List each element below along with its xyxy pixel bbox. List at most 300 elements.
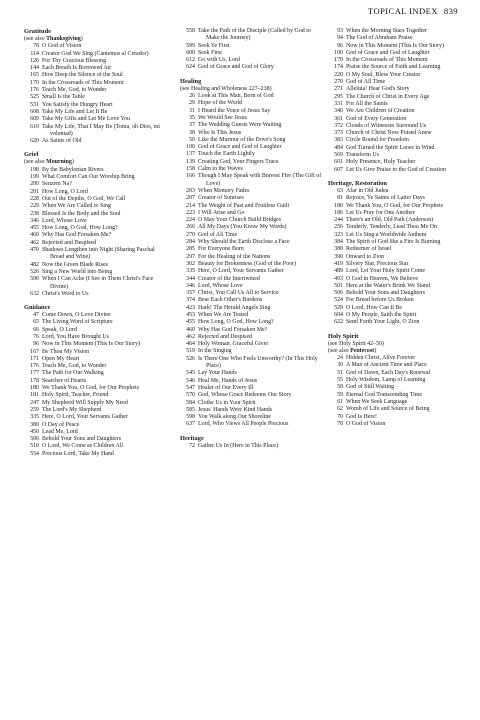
hymn-title: God of Grace and God of Glory [198, 64, 274, 71]
hymn-title: O God of Vision [42, 43, 82, 50]
hymn-number: 346 [30, 217, 39, 224]
hymn-number: 570 [186, 392, 195, 399]
hymn-number: 29 [189, 100, 195, 107]
hymn-number: 170 [334, 57, 343, 64]
hymn-title: My Shepherd Will Supply My Need [42, 399, 128, 406]
see-also-note [328, 341, 470, 348]
hymn-number: 174 [334, 64, 343, 71]
index-entry [180, 312, 322, 319]
hymn-title: Praise the Source of Faith and Learning [346, 64, 441, 71]
hymn-title: In the Singing [198, 348, 232, 355]
hymn-number: 423 [186, 304, 195, 311]
hymn-title: Lord, Whose Love [42, 217, 87, 224]
hymn-number: 66 [33, 326, 39, 333]
hymn-title: Here at the Water's Brink We Stand [346, 282, 430, 289]
note-text: ) [71, 159, 74, 166]
index-entry [328, 159, 470, 166]
hymn-title: Redeemer of Israel [346, 246, 392, 253]
hymn-title: Christ's Word to Us [42, 290, 89, 297]
hymn-number: 78 [337, 420, 343, 427]
hymn-title: God of Still Waiting [346, 384, 395, 391]
hymn-number: 59 [337, 391, 343, 398]
hymn-number: 37 [189, 122, 195, 129]
index-entry [180, 385, 322, 392]
hymn-number: 455 [186, 319, 195, 326]
hymn-title: Holy Woman, Graceful Giver [198, 341, 269, 348]
hymn-number: 526 [186, 355, 195, 362]
hymn-title: Come Down, O Love Divine [42, 312, 111, 319]
index-entry [24, 443, 166, 450]
hymn-title: The Living Word of Scripture [42, 319, 113, 326]
hymn-title: Shadows Lengthen into Night (Sharing Paschal Bread and Wine) [42, 247, 155, 261]
hymn-number: 335 [186, 268, 195, 275]
index-entry [328, 276, 470, 283]
index-entry [24, 138, 166, 145]
hymn-title: Send Forth Your Light, O Zion [346, 319, 420, 326]
hymn-number: 181 [30, 392, 39, 399]
hymn-title: You Walk along Our Shoreline [198, 414, 272, 421]
hymn-number: 390 [334, 253, 343, 260]
hymn-number: 489 [334, 268, 343, 275]
hymn-title: Lay Your Hands [198, 370, 237, 377]
index-entry [24, 181, 166, 188]
note-text: (see Holy Spirit 42–50) [328, 340, 384, 347]
hymn-title: How Deep the Silence of the Soul [42, 72, 123, 79]
index-entry [328, 79, 470, 86]
hymn-title: Hope of the World [198, 100, 243, 107]
hymn-title: The Spirit of God like a Fire Is Burning [346, 239, 441, 246]
hymn-title: How Long, O God, How Long? [198, 319, 274, 326]
hymn-title: Afar in Old Judea [346, 187, 389, 194]
index-entry [180, 28, 322, 43]
hymn-title: God of Dawn, Each Day's Renewal [346, 369, 431, 376]
index-entry [24, 356, 166, 363]
hymn-number: 201 [30, 188, 39, 195]
hymn-number: 31 [189, 107, 195, 114]
note-text: ) [80, 36, 83, 42]
hymn-title: When Memory Fades [198, 187, 250, 194]
hymn-title: In the Crossroads of This Moment [42, 79, 124, 86]
index-entry [24, 174, 166, 181]
index-column-3 [328, 28, 470, 428]
hymn-number: 50 [189, 136, 195, 143]
hymn-title: Here, O Lord, Your Servants Gather [42, 414, 128, 421]
hymn-title: When the Morning Stars Together [346, 28, 427, 34]
hymn-number: 510 [30, 443, 39, 450]
hymn-title: Take the Path of the Disciple (Called by God to Make the Journey) [198, 28, 311, 42]
index-entry [24, 400, 166, 407]
index-entry [180, 254, 322, 261]
index-entry [24, 80, 166, 87]
note-text: ) [374, 347, 377, 354]
hymn-title: Open My Heart [42, 355, 80, 362]
hymn-number: 228 [30, 195, 39, 202]
hymn-title: All My Days (You Know My Words) [198, 224, 287, 231]
hymn-number: 346 [186, 282, 195, 289]
hymn-title: Onward to Zion [346, 253, 384, 260]
hymn-number: 372 [334, 122, 343, 129]
hymn-number: 383 [334, 137, 343, 144]
hymn-title: For All the Saints [346, 100, 388, 107]
hymn-number: 526 [30, 268, 39, 275]
hymn-number: 126 [30, 57, 39, 64]
hymn-number: 114 [30, 50, 39, 57]
hymn-title: Why Should the Earth Disclose a Face [198, 239, 290, 246]
index-entry [24, 43, 166, 50]
hymn-title: Clothe Us in Your Spirit [198, 399, 256, 406]
index-entry [328, 362, 470, 369]
index-entry [24, 196, 166, 203]
index-entry [180, 232, 322, 239]
index-entry [180, 50, 322, 57]
index-entry [180, 268, 322, 275]
hymn-number: 525 [30, 94, 39, 101]
hymn-number: 569 [334, 152, 343, 159]
index-entry [180, 261, 322, 268]
index-column-1 [24, 28, 166, 458]
hymn-title: O Day of Peace [42, 421, 80, 428]
hymn-title: Rejected and Despised [198, 333, 253, 340]
hymn-number: 373 [334, 130, 343, 137]
hymn-number: 585 [186, 406, 195, 413]
hymn-number: 380 [30, 421, 39, 428]
index-entry [180, 319, 322, 326]
note-text: (see also [24, 36, 47, 42]
hymn-title: Creator of Sunrises [198, 195, 244, 202]
index-entry [328, 421, 470, 428]
index-entry [328, 145, 470, 152]
hymn-title: God of Every Generation [346, 115, 407, 122]
hymn-number: 607 [334, 166, 343, 173]
hymn-number: 608 [30, 108, 39, 115]
hymn-title: Seek Ye First [198, 42, 230, 49]
index-entry [180, 246, 322, 253]
index-section [24, 28, 166, 145]
hymn-number: 214 [186, 202, 195, 209]
hymn-title: Speak, O Lord [42, 326, 77, 333]
index-entry [180, 122, 322, 129]
hymn-number: 601 [334, 159, 343, 166]
hymn-title: The Weight of Past and Fruitless Guilt [198, 202, 290, 209]
index-entry [180, 108, 322, 115]
hymn-number: 76 [33, 333, 39, 340]
index-entry [180, 210, 322, 217]
hymn-number: 554 [30, 450, 39, 457]
hymn-title: God of All Time [346, 79, 386, 86]
index-entry [328, 116, 470, 123]
index-entry [328, 406, 470, 413]
hymn-title: Calm to the Waves [198, 166, 243, 173]
hymn-number: 62 [337, 406, 343, 413]
hymn-title: A Man of Ancient Time and Place [346, 362, 427, 369]
hymn-number: 139 [186, 158, 195, 165]
hymn-number: 229 [30, 203, 39, 210]
hymn-title: What Comfort Can Our Worship Bring [42, 174, 135, 181]
hymn-title: Jesus' Hands Were Kind Hands [198, 406, 273, 413]
hymn-number: 176 [30, 363, 39, 370]
hymn-title: Lord, Who Views All People Precious [198, 421, 289, 428]
index-entry [180, 100, 322, 107]
hymn-title: God, Whose Grace Redeems Our Story [198, 392, 292, 399]
hymn-title: When We Are Called to Sing [42, 203, 111, 210]
section-title: Heritage, Restoration [328, 179, 387, 187]
hymn-title: Precious Lord, Take My Hand [42, 450, 114, 457]
hymn-number: 38 [189, 129, 195, 136]
hymn-number: 186 [334, 209, 343, 216]
hymn-number: 519 [186, 348, 195, 355]
hymn-number: 63 [337, 187, 343, 194]
hymn-number: 65 [33, 319, 39, 326]
hymn-number: 484 [334, 144, 343, 151]
hymn-number: 460 [30, 232, 39, 239]
hymn-title: Searcher of Hearts [42, 377, 87, 384]
hymn-number: 51 [337, 369, 343, 376]
hymn-number: 637 [186, 421, 195, 428]
hymn-number: 506 [334, 290, 343, 297]
hymn-number: 323 [334, 231, 343, 238]
hymn-title: Senzeni Na? [42, 181, 72, 188]
index-entry [24, 451, 166, 458]
index-entry [180, 341, 322, 348]
hymn-title: Healer of Our Every Ill [198, 384, 254, 391]
index-entry [328, 217, 470, 224]
index-entry [328, 414, 470, 421]
hymn-number: 460 [186, 326, 195, 333]
hymn-number: 26 [189, 93, 195, 100]
hymn-number: 166 [186, 173, 195, 180]
hymn-number: 609 [30, 116, 39, 123]
hymn-number: 501 [334, 282, 343, 289]
hymn-number: 259 [30, 406, 39, 413]
hymn-title: Though I May Speak with Bravest Fire (The Gift of Love) [198, 173, 322, 187]
hymn-number: 531 [30, 101, 39, 108]
index-section [180, 28, 322, 72]
hymn-number: 158 [186, 166, 195, 173]
index-entry [180, 400, 322, 407]
index-entry [328, 370, 470, 377]
hymn-number: 450 [30, 428, 39, 435]
hymn-title: How Long, O Lord [42, 188, 88, 195]
hymn-number: 81 [337, 195, 343, 202]
hymn-number: 198 [30, 166, 39, 173]
index-entry [180, 224, 322, 231]
index-entry [24, 167, 166, 174]
hymn-title: O Lord, We Come as Children All [42, 443, 124, 450]
note-text: (see also [328, 347, 351, 354]
hymn-number: 284 [186, 239, 195, 246]
note-text: (see Healing and Wholeness 227–238) [180, 85, 272, 92]
index-entry [180, 407, 322, 414]
index-entry [180, 173, 322, 188]
index-entry [180, 115, 322, 122]
hymn-number: 238 [30, 210, 39, 217]
hymn-title: The Church of Christ in Every Age [346, 93, 430, 100]
hymn-title: As Saints of Old [42, 138, 82, 145]
hymn-title: Silvery Star, Precious Star [346, 260, 409, 267]
index-entry [24, 276, 166, 291]
index-entry [328, 203, 470, 210]
index-entry [24, 349, 166, 356]
hymn-title: God of Grace and God of Laughter [198, 144, 282, 151]
hymn-title: By the Babylonian Rivers [42, 166, 104, 173]
index-section [328, 180, 470, 327]
hymn-title: God of Grace and God of Laughter [346, 49, 430, 56]
index-entry [328, 152, 470, 159]
hymn-number: 384 [334, 239, 343, 246]
hymn-title: I Will Arise and Go [198, 209, 245, 216]
hymn-number: 144 [30, 65, 39, 72]
index-entry [180, 159, 322, 166]
index-entry [24, 429, 166, 436]
index-entry [180, 356, 322, 371]
hymn-title: When We Are Tested [198, 311, 249, 318]
index-entry [328, 64, 470, 71]
hymn-number: 524 [334, 297, 343, 304]
hymn-title: Circle Round for Freedom [346, 137, 409, 144]
hymn-title: Behold Your Sons and Daughters [42, 436, 122, 443]
hymn-number: 620 [30, 138, 39, 145]
hymn-title: Gather Us In (Here in This Place) [198, 442, 279, 449]
see-also-note [180, 86, 322, 93]
hymn-number: 61 [337, 398, 343, 405]
hymn-number: 546 [186, 377, 195, 384]
section-title: Heritage [180, 434, 204, 442]
hymn-number: 462 [186, 333, 195, 340]
hymn-number: 357 [186, 290, 195, 297]
hymn-number: 600 [186, 49, 195, 56]
section-title: Holy Spirit [328, 332, 359, 340]
hymn-title: Lord, Let Your Holy Spirit Come [346, 268, 426, 275]
index-entry [328, 137, 470, 144]
hymn-number: 558 [186, 28, 195, 34]
index-entry [180, 203, 322, 210]
hymn-number: 295 [334, 93, 343, 100]
hymn-title: Be Thou My Vision [42, 348, 90, 355]
index-entry [24, 72, 166, 79]
index-entry [24, 189, 166, 196]
hymn-title: O My People, Saith the Spirit [346, 311, 417, 318]
hymn-title: Teach Me, God, to Wonder [42, 363, 107, 370]
hymn-number: 78 [33, 43, 39, 50]
hymn-title: Creating God, Your Fingers Trace [198, 158, 279, 165]
hymn-title: We Would See Jesus [198, 114, 247, 121]
hymn-number: 58 [337, 384, 343, 391]
hymn-title: O My Soul, Bless Your Creator [346, 71, 421, 78]
hymn-number: 93 [337, 28, 343, 34]
hymn-title: Now in This Moment (This Is Our Story) [346, 42, 445, 49]
hymn-number: 610 [30, 123, 39, 130]
index-entry [328, 268, 470, 275]
index-entry [328, 94, 470, 101]
index-entry [328, 195, 470, 202]
hymn-title: When We Seek Language [346, 398, 408, 405]
hymn-title: Holy Wisdom, Lamp of Learning [346, 377, 426, 384]
hymn-title: Take My Life and Let It Be [42, 108, 108, 115]
index-entry [180, 276, 322, 283]
hymn-number: 30 [337, 362, 343, 369]
note-text: Thanksgiving [46, 36, 81, 42]
hymn-number: 462 [30, 239, 39, 246]
index-entry [24, 58, 166, 65]
index-entry [180, 144, 322, 151]
hymn-title: Here, O Lord, Your Servants Gather [198, 268, 284, 275]
index-section [180, 78, 322, 429]
hymn-number: 165 [30, 72, 39, 79]
hymn-number: 604 [334, 311, 343, 318]
hymn-number: 94 [337, 35, 343, 42]
see-also-note [24, 159, 166, 166]
index-entry [24, 319, 166, 326]
index-entry [180, 305, 322, 312]
index-entry [24, 378, 166, 385]
hymn-title: Look at This Man, Born of God [198, 93, 274, 100]
index-entry [24, 225, 166, 232]
hymn-title: Who Is This Jesus [198, 129, 242, 136]
hymn-number: 176 [30, 87, 39, 94]
hymn-number: 24 [337, 355, 343, 362]
index-entry [24, 422, 166, 429]
index-entry [180, 348, 322, 355]
hymn-number: 199 [30, 174, 39, 181]
hymn-title: When I Can Ache (I See in Them Christ's Face Divine) [42, 276, 154, 290]
hymn-title: Creator God We Sing (Cantemos al Creador) [42, 50, 149, 57]
hymn-number: 455 [30, 225, 39, 232]
hymn-number: 331 [334, 100, 343, 107]
index-entry [328, 43, 470, 50]
hymn-number: 598 [186, 414, 195, 421]
hymn-title: Now the Green Blade Rises [42, 261, 108, 268]
hymn-title: Alleluia! Hear God's Story [346, 86, 410, 93]
hymn-title: Rejected and Despised [42, 239, 97, 246]
hymn-number: 270 [186, 231, 195, 238]
hymn-title: Each Breath Is Borrowed Air [42, 65, 112, 72]
index-entry [180, 195, 322, 202]
index-entry [180, 421, 322, 428]
index-entry [24, 291, 166, 298]
index-entry [24, 124, 166, 139]
hymn-number: 170 [30, 79, 39, 86]
index-entry [24, 247, 166, 262]
index-entry [328, 297, 470, 304]
index-entry [328, 72, 470, 79]
hymn-title: Beauty for Brokenness (God of the Poor) [198, 260, 296, 267]
hymn-title: Touch the Earth Lightly [198, 151, 255, 158]
hymn-number: 180 [334, 202, 343, 209]
hymn-title: O May Your Church Build Bridges [198, 217, 282, 224]
index-entry [180, 327, 322, 334]
hymn-title: How Long, O God, How Long? [42, 225, 118, 232]
hymn-title: Church of Christ Now Poised Anew [346, 130, 432, 137]
index-entry [24, 262, 166, 269]
hymn-title: Tenderly, Tenderly, Lead Thou Me On [346, 224, 438, 231]
hymn-number: 271 [334, 86, 343, 93]
hymn-title: Lord, Whose Love [198, 282, 243, 289]
hymn-title: Holy Spirit, Teacher, Friend [42, 392, 109, 399]
hymn-number: 220 [334, 71, 343, 78]
index-entry [24, 232, 166, 239]
hymn-title: Bear Each Other's Burdens [198, 297, 263, 304]
hymn-number: 100 [186, 144, 195, 151]
index-entry [180, 378, 322, 385]
hymn-title: Seek First [198, 49, 222, 56]
index-entry [328, 319, 470, 326]
hymn-number: 493 [334, 275, 343, 282]
hymn-title: Christ, You Call Us All to Service [198, 290, 279, 297]
note-text: (see also [24, 159, 47, 166]
hymn-number: 374 [186, 297, 195, 304]
hymn-number: 419 [334, 260, 343, 267]
index-entry [328, 86, 470, 93]
